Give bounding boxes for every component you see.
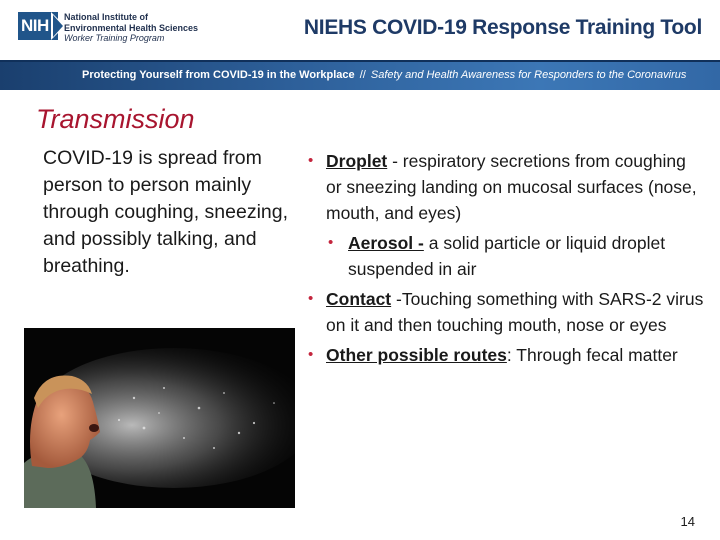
nih-logo-text: NIH <box>21 16 49 35</box>
bullet-aerosol <box>308 230 704 282</box>
org-line-2: Environmental Health Sciences <box>64 22 199 33</box>
droplet-term: Droplet <box>326 151 388 171</box>
sneezing-man-illustration <box>24 328 295 508</box>
bullet-dot-icon: • <box>308 290 314 307</box>
banner-text <box>82 69 686 81</box>
bullet-dot-icon: • <box>308 152 314 169</box>
banner-separator: // <box>359 69 366 81</box>
contact-term: Contact <box>326 289 392 309</box>
aerosol-term <box>348 233 424 253</box>
aerosol-text: a solid particle or liquid droplet suspended in air <box>348 233 666 279</box>
bullet-droplet <box>308 148 704 226</box>
org-name <box>64 12 198 44</box>
bullet-dot-icon: • <box>308 346 314 363</box>
transmission-bullets <box>308 148 704 368</box>
contact-text: -Touching something with SARS-2 virus on it and then touching mouth, nose or eyes <box>326 289 704 335</box>
banner <box>0 60 720 90</box>
bullet-other-routes <box>308 342 704 368</box>
droplet-text: - respiratory secretions from coughing or sneezing landing on mucosal surfaces (nose, mouth, and eyes) <box>326 151 697 223</box>
tool-title: NIEHS COVID-19 Response Training Tool <box>303 16 702 39</box>
banner-subtitle: Safety and Health Awareness for Responders to the Coronavirus <box>370 69 687 81</box>
org-line-3: Worker Training Program <box>64 33 165 43</box>
other-routes-text: : Through fecal matter <box>506 345 678 365</box>
nih-logo <box>18 12 58 40</box>
org-line-1: National Institute of <box>64 12 148 22</box>
page-number: 14 <box>680 514 695 529</box>
banner-title: Protecting Yourself from COVID-19 in the Workplace <box>82 69 355 81</box>
bullet-contact <box>308 286 704 338</box>
bullet-dot-icon: • <box>328 234 334 251</box>
header <box>0 0 720 60</box>
slide-title: Transmission <box>36 104 195 134</box>
intro-paragraph: COVID-19 is spread from person to person mainly through coughing, sneezing, and possibly talking, and breathing. <box>43 147 289 277</box>
other-routes-term: Other possible routes <box>326 345 507 365</box>
aerosol-term-text: Aerosol - <box>348 233 424 253</box>
sneezing-man-photo <box>24 328 295 508</box>
